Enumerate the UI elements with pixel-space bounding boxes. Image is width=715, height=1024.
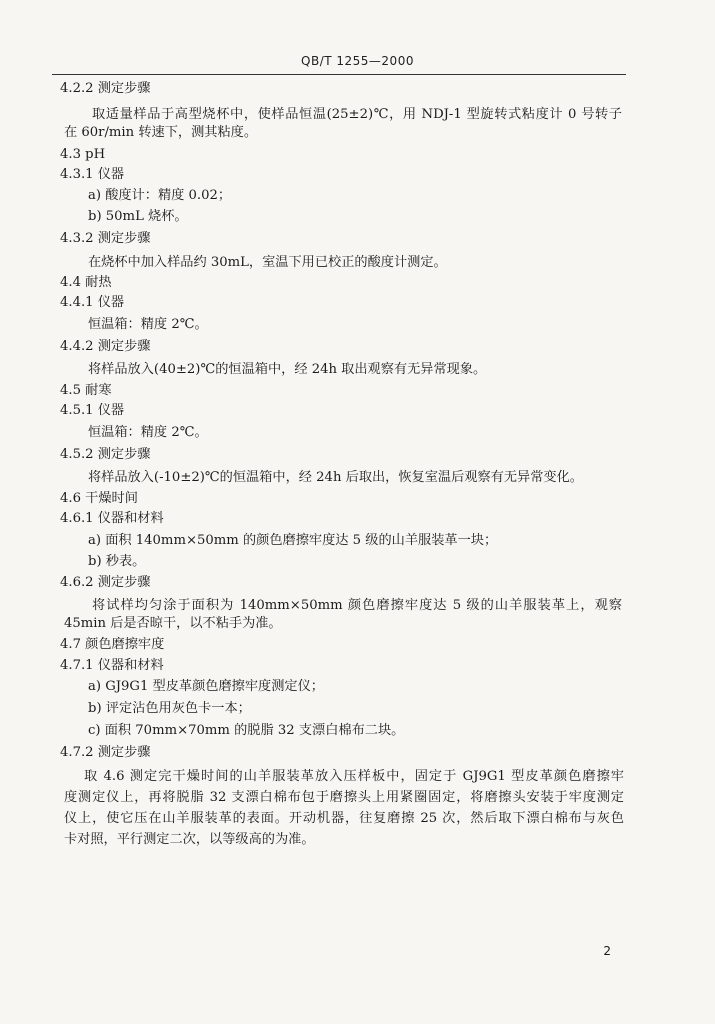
paragraph-line: 恒温箱：精度 2℃。	[88, 317, 208, 332]
paragraph-line: 在 60r/min 转速下，测其粘度。	[64, 125, 258, 140]
section-heading: 4.5.1 仪器	[60, 403, 125, 418]
paragraph-line: 取适量样品于高型烧杯中，使样品恒温(25±2)℃，用 NDJ-1 型旋转式粘度计 0 号转子	[92, 107, 622, 122]
paragraph-line: 度测定仪上，再将脱脂 32 支漂白棉布包于磨擦头上用紧圈固定，将磨擦头安装于牢度测定	[64, 790, 624, 805]
section-heading: 4.7.1 仪器和材料	[60, 658, 164, 673]
section-heading: 4.7 颜色磨擦牢度	[60, 637, 165, 652]
list-item: a) GJ9G1 型皮革颜色磨擦牢度测定仪；	[88, 679, 324, 694]
section-heading: 4.5 耐寒	[60, 383, 112, 398]
section-heading: 4.2.2 测定步骤	[60, 81, 151, 96]
paragraph-line: 45min 后是否晾干，以不粘手为准。	[64, 616, 282, 631]
section-heading: 4.3 pH	[60, 147, 106, 162]
header-rule	[52, 74, 626, 75]
page-number: 2	[603, 944, 611, 958]
paragraph-line: 在烧杯中加入样品约 30mL，室温下用已校正的酸度计测定。	[88, 255, 447, 270]
section-heading: 4.3.1 仪器	[60, 167, 125, 182]
list-item: b) 50mL 烧杯。	[88, 209, 188, 224]
list-item: c) 面积 70mm×70mm 的脱脂 32 支漂白棉布二块。	[88, 723, 405, 738]
paragraph-line: 将样品放入(-10±2)℃的恒温箱中，经 24h 后取出，恢复室温后观察有无异常变化。	[88, 470, 583, 485]
section-heading: 4.4.1 仪器	[60, 295, 125, 310]
section-heading: 4.3.2 测定步骤	[60, 231, 151, 246]
list-item: a) 面积 140mm×50mm 的颜色磨擦牢度达 5 级的山羊服装革一块；	[88, 533, 498, 548]
paragraph-line: 将试样均匀涂于面积为 140mm×50mm 颜色磨擦牢度达 5 级的山羊服装革上，观察	[92, 598, 622, 613]
paragraph-line: 恒温箱：精度 2℃。	[88, 425, 208, 440]
paragraph-line: 卡对照，平行测定二次，以等级高的为准。	[64, 832, 315, 847]
section-heading: 4.6.2 测定步骤	[60, 575, 151, 590]
page-header: QB/T 1255—2000	[301, 54, 414, 68]
section-heading: 4.5.2 测定步骤	[60, 447, 151, 462]
list-item: b) 评定沾色用灰色卡一本；	[88, 701, 251, 716]
section-heading: 4.4.2 测定步骤	[60, 339, 151, 354]
paragraph-line: 将样品放入(40±2)℃的恒温箱中，经 24h 取出观察有无异常现象。	[88, 362, 487, 377]
paragraph-line: 取 4.6 测定完干燥时间的山羊服装革放入压样板中，固定于 GJ9G1 型皮革颜色磨擦牢	[84, 769, 624, 784]
section-heading: 4.4 耐热	[60, 275, 112, 290]
paragraph-line: 仪上，使它压在山羊服装革的表面。开动机器，往复磨擦 25 次，然后取下漂白棉布与灰色	[64, 811, 624, 826]
section-heading: 4.6 干燥时间	[60, 491, 138, 506]
section-heading: 4.6.1 仪器和材料	[60, 511, 164, 526]
list-item: a) 酸度计：精度 0.02；	[88, 188, 232, 203]
section-heading: 4.7.2 测定步骤	[60, 745, 151, 760]
list-item: b) 秒表。	[88, 554, 146, 569]
